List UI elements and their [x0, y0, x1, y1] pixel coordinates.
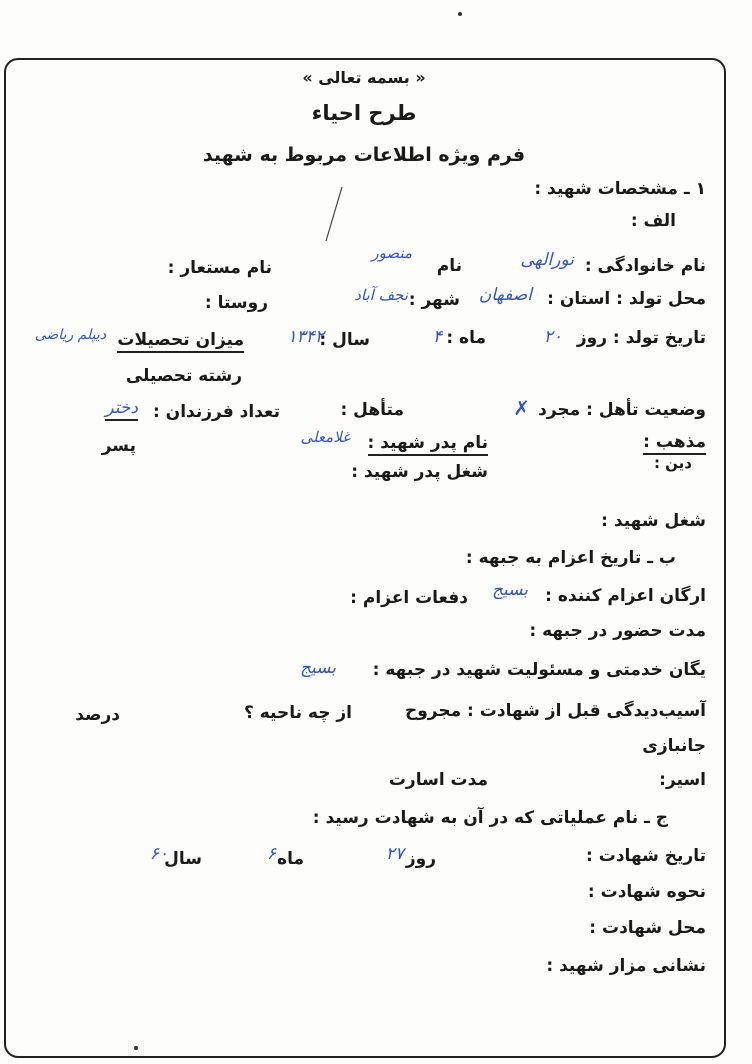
father-job-label: شغل پدر شهید :: [351, 462, 488, 482]
dispatch-org-label: ارگان اعزام کننده :: [545, 586, 706, 606]
martyrdom-day-label: روز: [405, 849, 436, 869]
birth-city-value: نجف آباد: [354, 286, 408, 304]
service-unit-label: یگان خدمتی و مسئولیت شهید در جبهه :: [372, 660, 706, 680]
birth-day-value: ۲۰: [543, 327, 562, 347]
martyrdom-year-label: سال: [164, 849, 202, 869]
front-duration-label: مدت حضور در جبهه :: [529, 621, 706, 641]
form-title: فرم ویژه اطلاعات مربوط به شهید: [202, 144, 526, 166]
martyrdom-date-label: تاریخ شهادت :: [586, 846, 706, 866]
birth-province-label: محل تولد : استان :: [547, 289, 706, 309]
part-b: ب ـ تاریخ اعزام به جبهه :: [465, 548, 676, 568]
part-c: ج ـ نام عملیاتی که در آن به شهادت رسید :: [312, 808, 668, 828]
birth-province-value: اصفهان: [478, 285, 532, 305]
education-value: دیپلم ریاضی: [34, 327, 106, 343]
children-daughter: دختر: [105, 400, 138, 421]
single-mark: ✗: [513, 396, 530, 420]
religion-label: دین :: [653, 454, 692, 472]
project-title: طرح احیاء: [311, 101, 417, 125]
birth-year-value: ۱۳۴۲: [287, 327, 324, 347]
field-of-study-label: رشته تحصیلی: [125, 366, 242, 386]
birth-month-label: ماه :: [446, 328, 486, 348]
children-label: تعداد فرزندان :: [152, 402, 280, 422]
dispatch-count-label: دفعات اعزام :: [350, 588, 468, 608]
marital-status-label: وضعیت تأهل : مجرد: [538, 400, 706, 420]
married-label: متأهل :: [340, 400, 404, 420]
father-name-value: غلامعلی: [300, 428, 350, 446]
pen-stroke: [320, 185, 350, 245]
martyrdom-month-value: ۶: [266, 844, 276, 864]
basmala: « بسمه تعالی »: [302, 68, 426, 87]
veteran-label: جانبازی: [642, 736, 706, 756]
part-a: الف :: [630, 211, 676, 231]
birth-city-label: شهر :: [408, 290, 460, 310]
martyrdom-day-value: ۲۷: [385, 844, 404, 864]
captivity-duration-label: مدت اسارت: [388, 770, 488, 790]
captive-label: اسیر:: [659, 770, 706, 790]
first-name-value: منصور: [371, 244, 412, 262]
family-name-value: نورالهی: [520, 250, 574, 270]
grave-address-label: نشانی مزار شهید :: [546, 956, 706, 976]
scan-speck: [458, 12, 462, 16]
dispatch-org-value: بسیج: [491, 580, 528, 600]
family-name-label: نام خانوادگی :: [584, 256, 706, 276]
martyrdom-month-label: ماه: [277, 849, 304, 869]
injury-area-label: از چه ناحیه ؟: [243, 703, 352, 723]
education-label: میزان تحصیلات: [117, 332, 244, 353]
children-son: پسر: [101, 436, 136, 456]
first-name-label: نام: [436, 256, 462, 276]
occupation-label: شغل شهید :: [601, 511, 706, 531]
sect-label: مذهب :: [643, 434, 706, 455]
section-heading: ۱ ـ مشخصات شهید :: [534, 179, 706, 199]
service-unit-value: بسیج: [299, 658, 336, 678]
scan-speck: [134, 1046, 138, 1050]
martyrdom-year-value: ۶۰: [149, 844, 168, 864]
birth-day-label: تاریخ تولد : روز: [576, 328, 706, 348]
birth-year-label: سال :: [319, 330, 370, 350]
percent-label: درصد: [75, 705, 120, 725]
martyrdom-manner-label: نحوه شهادت :: [587, 882, 706, 902]
martyrdom-place-label: محل شهادت :: [589, 918, 706, 938]
birth-month-value: ۴: [432, 327, 442, 347]
injury-label: آسیب‌دیدگی قبل از شهادت : مجروح: [404, 701, 706, 721]
father-name-label: نام پدر شهید :: [368, 435, 488, 456]
birth-village-label: روستا :: [204, 293, 268, 313]
alias-label: نام مستعار :: [167, 258, 272, 278]
